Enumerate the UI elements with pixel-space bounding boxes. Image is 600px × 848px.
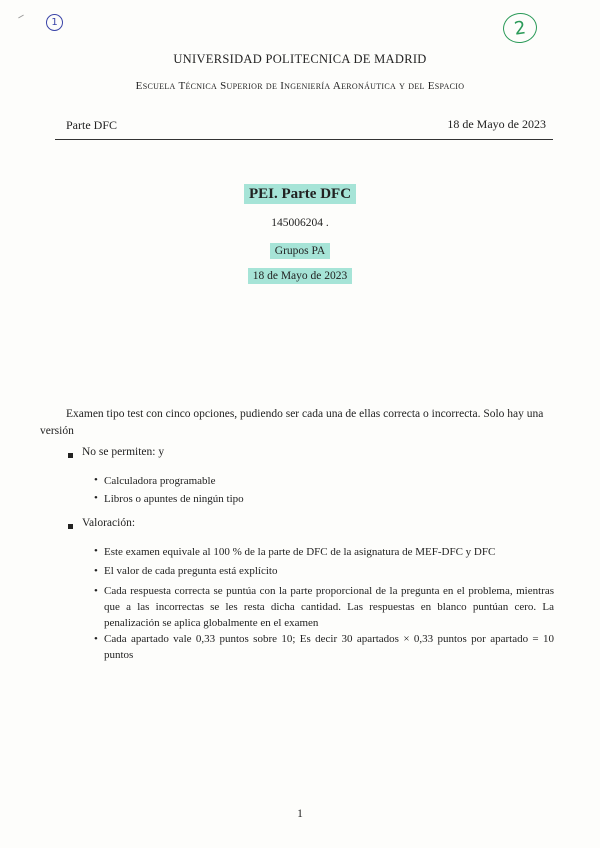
exam-group-text: Grupos PA — [270, 243, 330, 259]
bullet-square-icon — [68, 524, 73, 529]
scan-mark — [18, 15, 24, 19]
exam-title-text: PEI. Parte DFC — [244, 184, 356, 204]
rules-heading: No se permiten: y — [82, 446, 165, 458]
exam-title — [0, 186, 600, 203]
bullet-square-icon — [68, 453, 73, 458]
exam-code: 145006204 . — [271, 217, 329, 229]
circled-page-mark-left — [46, 14, 63, 31]
circled-number-right: 2 — [512, 16, 528, 40]
circled-number-left: 1 — [51, 17, 58, 28]
list-item: Libros o apuntes de ningún tipo — [104, 493, 244, 505]
list-item: Este examen equivale al 100 % de la parte de DFC de la asignatura de MEF-DFC y DFC — [104, 546, 496, 558]
bullet-dot-icon: • — [94, 585, 98, 597]
exam-group — [0, 245, 600, 257]
exam-instructions: Examen tipo test con cinco opciones, pudiendo ser cada una de ellas correcta o incorrecta. Solo hay una versión — [40, 408, 544, 437]
page-number: 1 — [297, 808, 303, 820]
list-item: Cada respuesta correcta se puntúa con la parte proporcional de la pregunta en el problema, mientras que a las incorrectas se les resta dicha cantidad. Las respuestas en blanco puntúan cero. La penalización se aplica globalmente en el examen — [104, 585, 554, 629]
grading-heading: Valoración: — [82, 517, 136, 529]
list-item: Calculadora programable — [104, 475, 216, 487]
school-name: Escuela Técnica Superior de Ingeniería Aeronáutica y del Espacio — [135, 80, 465, 92]
header-subject: Parte DFC — [66, 118, 117, 132]
circled-page-mark-right — [501, 11, 539, 45]
bullet-dot-icon: • — [94, 492, 98, 504]
list-item: El valor de cada pregunta está explícito — [104, 565, 278, 577]
exam-date-text: 18 de Mayo de 2023 — [248, 268, 353, 284]
header-date: 18 de Mayo de 2023 — [447, 117, 546, 131]
university-name: UNIVERSIDAD POLITECNICA DE MADRID — [173, 52, 427, 66]
bullet-dot-icon: • — [94, 474, 98, 486]
exam-date — [0, 270, 600, 282]
list-item: Cada apartado vale 0,33 puntos sobre 10; Es decir 30 apartados × 0,33 puntos por apartado = 10 puntos — [104, 633, 554, 661]
header-divider — [55, 139, 553, 140]
bullet-dot-icon: • — [94, 545, 98, 557]
bullet-dot-icon: • — [94, 633, 98, 645]
bullet-dot-icon: • — [94, 565, 98, 577]
